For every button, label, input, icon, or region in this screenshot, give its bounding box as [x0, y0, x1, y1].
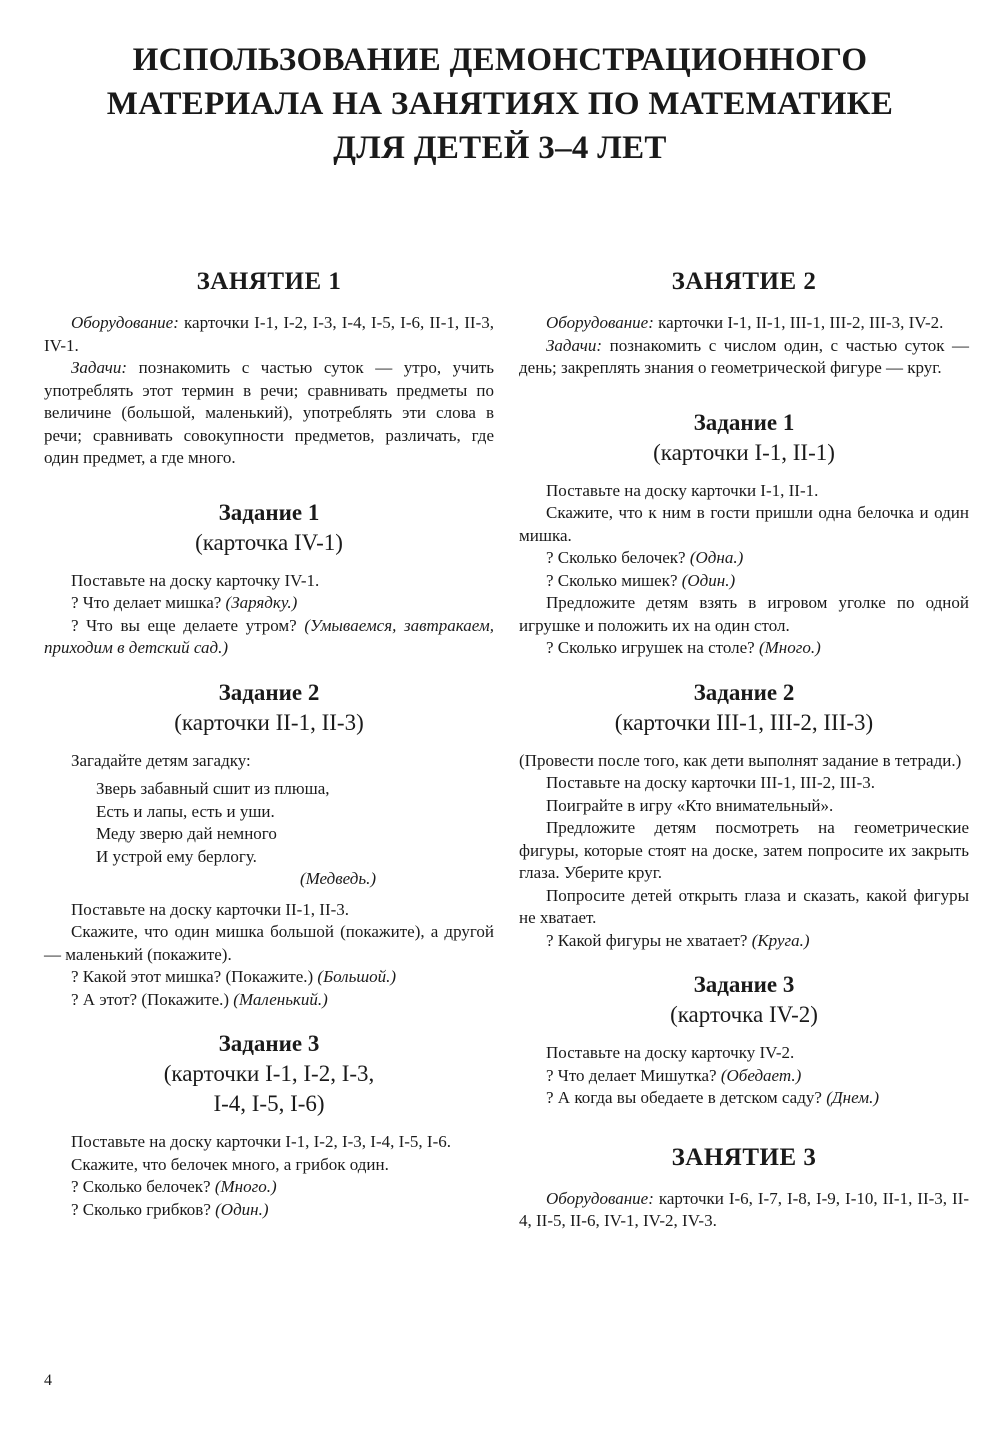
- question-text: ? Сколько игрушек на столе?: [546, 638, 759, 657]
- equipment-label: Оборудование:: [71, 313, 179, 332]
- paragraph: Скажите, что к ним в гости пришли одна белочка и один мишка.: [519, 503, 969, 545]
- answer-text: (Умываемся, завтракаем, приходим в детский сад.): [44, 615, 494, 657]
- title-line-3: ДЛЯ ДЕТЕЙ 3–4 ЛЕТ: [333, 130, 667, 166]
- sub-line: (карточки I-1, I-2, I-3,: [163, 1061, 375, 1086]
- equipment-text: карточки I-1, II-1, III-1, III-2, III-3, IV-2.: [653, 313, 944, 332]
- answer-text: (Много.): [758, 638, 821, 657]
- lesson-1-task-1-heading: Задание 1: [218, 499, 320, 525]
- lesson-1-task-3-sub: [44, 1059, 494, 1119]
- paragraph: Скажите, что белочек много, а грибок один.: [71, 1154, 389, 1174]
- equipment-text: карточки I-1, I-2, I-3, I-4, I-5, I-6, II-1, II-3, IV-1.: [44, 313, 494, 355]
- paragraph: (Провести после того, как дети выполнят задание в тетради.): [519, 750, 962, 770]
- question: [519, 1087, 969, 1110]
- question-text: ? А когда вы обедаете в детском саду?: [546, 1088, 827, 1107]
- lesson-1-tasks: [44, 357, 494, 470]
- poem-line: Зверь забавный сшит из плюша,: [96, 779, 330, 798]
- equipment-text: карточки I-6, I-7, I-8, I-9, I-10, II-1, II-3, II-4, II-5, II-6, IV-1, IV-2, IV-3.: [519, 1188, 969, 1230]
- question-text: ? А этот? (Покажите.): [71, 989, 234, 1009]
- question-text: ? Сколько грибков?: [71, 1199, 216, 1219]
- tasks-label: Задачи:: [71, 358, 128, 377]
- question: [519, 637, 969, 660]
- answer-text: (Маленький.): [233, 989, 328, 1009]
- title-line-2: МАТЕРИАЛА НА ЗАНЯТИЯХ ПО МАТЕМАТИКЕ: [106, 86, 894, 122]
- paragraph: Предложите детям взять в игровом уголке по одной игрушке и положить их на один стол.: [519, 593, 969, 635]
- question: [519, 570, 969, 593]
- page-title: [60, 38, 940, 170]
- answer-text: (Круга.): [751, 930, 810, 950]
- question-text: ? Какой фигуры не хватает?: [546, 930, 752, 950]
- lesson-2-task-2-heading: Задание 2: [693, 679, 795, 705]
- lesson-2-title: ЗАНЯТИЕ 2: [671, 268, 817, 295]
- question-text: ? Какой этот мишка? (Покажите.): [71, 967, 318, 986]
- paragraph: Поставьте на доску карточки II-1, II-3.: [71, 899, 350, 919]
- sub-line: I-4, I-5, I-6): [213, 1091, 325, 1116]
- lesson-1-equipment: [44, 312, 494, 357]
- question: [519, 930, 969, 953]
- paragraph: Поставьте на доску карточки I-1, II-1.: [546, 480, 819, 500]
- question-text: ? Сколько белочек?: [71, 1177, 215, 1196]
- paragraph: Загадайте детям загадку:: [71, 750, 251, 770]
- page-number: 4: [44, 1372, 52, 1389]
- answer-text: (Большой.): [317, 967, 397, 986]
- right-column: [519, 262, 969, 1233]
- question-text: ? Сколько мишек?: [546, 570, 682, 590]
- question: [519, 1065, 969, 1088]
- poem-answer: (Медведь.): [299, 869, 376, 888]
- answer-text: (Обедает.): [720, 1065, 802, 1085]
- title-line-1: ИСПОЛЬЗОВАНИЕ ДЕМОНСТРАЦИОННОГО: [132, 42, 868, 78]
- poem-line: И устрой ему берлогу.: [96, 846, 257, 866]
- paragraph: Поиграйте в игру «Кто внимательный».: [546, 795, 834, 815]
- paragraph: Скажите, что один мишка большой (покажите), а другой — маленький (покажите).: [44, 922, 494, 964]
- lesson-1-task-2-sub: (карточки II-1, II-3): [174, 709, 364, 735]
- answer-text: (Один.): [681, 570, 736, 590]
- question: [44, 615, 494, 660]
- question-text: ? Что делает Мишутка?: [546, 1065, 721, 1085]
- question-text: ? Сколько белочек?: [546, 548, 690, 567]
- tasks-label: Задачи:: [546, 335, 603, 355]
- equipment-label: Оборудование:: [546, 313, 654, 332]
- answer-text: (Один.): [215, 1199, 269, 1219]
- lesson-2-task-3-sub: (карточка IV-2): [670, 1002, 818, 1027]
- lesson-2-task-2-sub: (карточки III-1, III-2, III-3): [614, 709, 874, 735]
- question: [519, 547, 969, 570]
- poem-line: Меду зверю дай немного: [96, 824, 277, 843]
- lesson-1-task-1-sub: (карточка IV-1): [195, 529, 343, 555]
- left-column: [44, 262, 494, 1221]
- lesson-2-task-1-sub: (карточки I-1, II-1): [653, 439, 835, 465]
- question-text: ? Что делает мишка?: [71, 593, 226, 612]
- tasks-text: познакомить с частью суток — утро, учить употреблять этот термин в речи; сравнивать предметы по величине (большой, маленький), употреблять эти слова в речи; сравнивать совокупности предметов, различать, где один предмет, а где много.: [44, 358, 494, 467]
- answer-text: (Зарядку.): [225, 593, 298, 612]
- lesson-2-task-3-heading: Задание 3: [693, 972, 795, 997]
- riddle-poem: [96, 778, 494, 891]
- answer-text: (Много.): [214, 1177, 277, 1196]
- lesson-3-title: ЗАНЯТИЕ 3: [671, 1143, 817, 1171]
- paragraph: Предложите детям посмотреть на геометрические фигуры, которые стоят на доске, затем попросите их закрыть глаза. Уберите круг.: [519, 818, 969, 882]
- question: [44, 1176, 494, 1199]
- lesson-2-task-1-heading: Задание 1: [693, 409, 795, 435]
- question-text: ? Что вы еще делаете утром?: [71, 615, 305, 635]
- paragraph: Поставьте на доску карточку IV-2.: [546, 1043, 795, 1062]
- tasks-text: познакомить с числом один, с частью суток — день; закреплять знания о геометрической фигуре — круг.: [519, 335, 969, 377]
- answer-text: (Одна.): [689, 548, 744, 567]
- question: [44, 989, 494, 1012]
- poem-line: Есть и лапы, есть и уши.: [96, 801, 275, 821]
- paragraph: Попросите детей открыть глаза и сказать, какой фигуры не хватает.: [519, 885, 969, 927]
- lesson-1-title: ЗАНЯТИЕ 1: [196, 268, 342, 295]
- question: [44, 592, 494, 615]
- answer-text: (Днем.): [826, 1088, 879, 1107]
- lesson-3-equipment: [519, 1188, 969, 1233]
- paragraph: Поставьте на доску карточки III-1, III-2, III-3.: [546, 773, 875, 792]
- equipment-label: Оборудование:: [546, 1188, 654, 1208]
- paragraph: Поставьте на доску карточку IV-1.: [71, 570, 320, 590]
- paragraph: Поставьте на доску карточки I-1, I-2, I-3, I-4, I-5, I-6.: [71, 1132, 451, 1151]
- lesson-2-tasks: [519, 335, 969, 380]
- question: [44, 1199, 494, 1222]
- lesson-1-task-3-heading: Задание 3: [218, 1031, 320, 1056]
- question: [44, 966, 494, 989]
- lesson-2-equipment: [519, 312, 969, 335]
- lesson-1-task-2-heading: Задание 2: [218, 679, 320, 705]
